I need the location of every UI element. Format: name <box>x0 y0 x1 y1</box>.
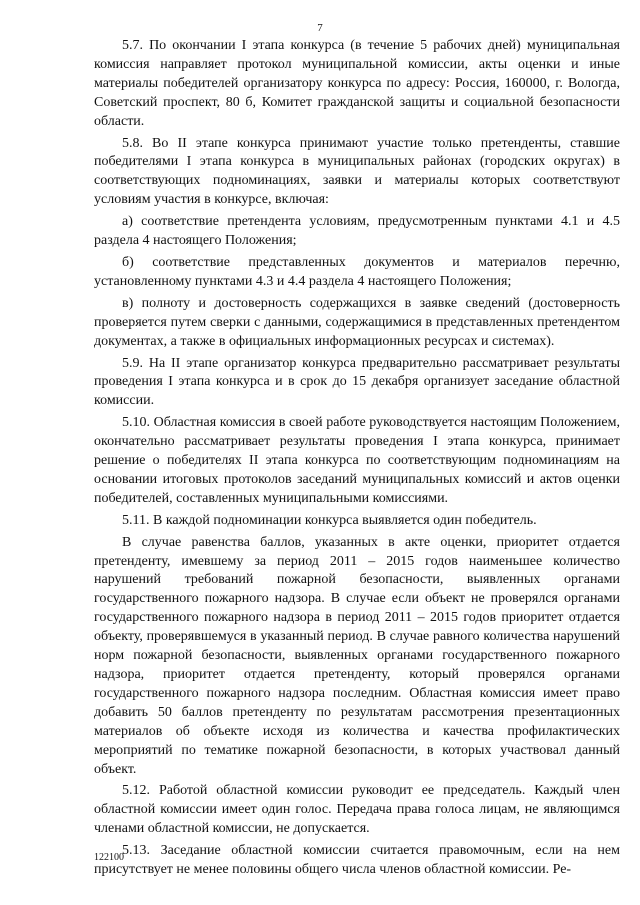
paragraph-5-11: 5.11. В каждой подноминации конкурса выявляется один победитель. <box>122 512 537 528</box>
paragraph-5-8: 5.8. Во II этапе конкурса принимают участие только претенденты, ставшие победителями I этапа конкурса в муниципальных районах (городских округах) в соответствующих подноминациях, заявки и материалы которых соответствуют условиям участия в конкурсе, включая: <box>94 135 620 208</box>
paragraph-5-12: 5.12. Работой областной комиссии руководит ее председатель. Каждый член областной комиссии имеет один голос. Передача права голоса лицам, не являющимся членами областной комиссии, не допускается. <box>94 783 620 837</box>
paragraph-5-9: 5.9. На II этапе организатор конкурса предварительно рассматривает результаты проведения I этапа конкурса и в срок до 15 декабря организует заседание областной комиссии. <box>94 355 620 409</box>
document-body <box>94 37 620 883</box>
paragraph-5-7: 5.7. По окончании I этапа конкурса (в течение 5 рабочих дней) муниципальная комиссия направляет протокол муниципальной комиссии, акты оценки и иные материалы победителей организатору конкурса по адресу: Россия, 160000, г. Вологда, Советский проспект, 80 б, Комитет гражданской защиты и социальной безопасности области. <box>94 38 620 129</box>
paragraph-5-11-tiebreak: В случае равенства баллов, указанных в акте оценки, приоритет отдается претенденту, имевшему за период 2011 – 2015 годов наименьшее количество нарушений требований пожарной безопасности, выявленных органами государственного пожарного надзора. В случае если объект не проверялся органами государственного пожарного надзора в период 2011 – 2015 годов приоритет отдается объекту, проверявшемуся в указанный период. В случае равного количества нарушений норм пожарной безопасности, выявленных органами государственного пожарного надзора, приоритет отдается претенденту, который проверялся органами государственного пожарного надзора последним. Областная комиссия имеет право добавить 50 баллов претенденту по результатам рассмотрения презентационных материалов об объекте исходя из количества и качества профилактических мероприятий по тематике пожарной безопасности, в которых участвовал данный объект. <box>94 534 620 777</box>
page-number: 7 <box>317 22 323 34</box>
paragraph-5-8-b: б) соответствие представленных документов и материалов перечню, установленному пунктами 4.3 и 4.4 раздела 4 настоящего Положения; <box>94 254 620 289</box>
paragraph-5-8-a: а) соответствие претендента условиям, предусмотренным пунктами 4.1 и 4.5 раздела 4 настоящего Положения; <box>94 214 620 249</box>
paragraph-5-8-c: в) полноту и достоверность содержащихся в заявке сведений (достоверность проверяется путем сверки с данными, содержащимися в представленных претендентом документах, а также в официальных информационных ресурсах и системах). <box>94 295 620 349</box>
document-code: 122100 <box>94 852 124 863</box>
paragraph-5-10: 5.10. Областная комиссия в своей работе руководствуется настоящим Положением, окончательно рассматривает результаты проведения I этапа конкурса, принимает решение о победителях II этапа конкурса по соответствующим подноминациям на основании итоговых протоколов заседаний муниципальных комиссий и актов оценки победителей, составленных муниципальными комиссиями. <box>94 415 620 506</box>
paragraph-5-13: 5.13. Заседание областной комиссии считается правомочным, если на нем присутствует не менее половины общего числа членов областной комиссии. Ре- <box>94 843 620 878</box>
